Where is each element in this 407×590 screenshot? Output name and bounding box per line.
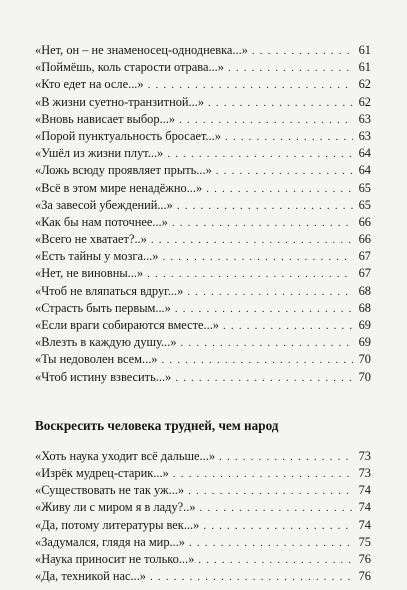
toc-entry-page-number: 66	[358, 214, 371, 229]
toc-entry-title: «Задумался, глядя на мир...»	[35, 534, 185, 549]
dot-leader	[179, 112, 353, 129]
dot-leader	[150, 569, 353, 586]
dot-leader	[216, 163, 353, 180]
toc-entry	[35, 517, 371, 534]
toc-entry-title: «Кто едет на осле...»	[35, 77, 144, 92]
toc-entry-title: «Поймёшь, коль старости отрава...»	[35, 60, 224, 75]
toc-entry-page-number: 69	[358, 335, 371, 350]
toc-entry	[35, 111, 371, 128]
dot-leader	[167, 146, 353, 163]
toc-entry-page-number: 69	[358, 318, 371, 332]
toc-entry-page-number: 68	[358, 300, 371, 315]
toc-entry-title: «Ушёл из жизни плут...»	[35, 146, 164, 161]
toc-list-group-2	[35, 448, 371, 586]
toc-entry-title: «Хоть наука уходит всё дальше...»	[35, 448, 216, 463]
dot-leader	[225, 129, 353, 146]
toc-entry-page-number: 63	[358, 128, 371, 143]
toc-entry-title: «Если враги собираются вместе...»	[35, 318, 220, 332]
toc-entry	[35, 465, 371, 482]
dot-leader	[252, 43, 353, 60]
toc-entry-title: «Изрёк мудрец-старик...»	[35, 465, 169, 480]
dot-leader	[148, 77, 353, 94]
toc-entry-title: «Да, потому литературы век...»	[35, 517, 200, 532]
toc-entry	[35, 551, 371, 568]
toc-entry	[35, 76, 371, 93]
toc-entry	[35, 248, 371, 265]
toc-entry-page-number: 73	[358, 465, 371, 480]
dot-leader	[228, 60, 353, 77]
toc-entry	[35, 283, 371, 300]
dot-leader	[198, 552, 353, 569]
toc-entry-page-number: 74	[358, 483, 371, 498]
toc-entry-title: «Нет, он – не знаменосец-однодневка...»	[35, 43, 248, 57]
toc-entry	[35, 448, 371, 465]
dot-leader	[188, 483, 353, 500]
toc-entry-page-number: 65	[358, 197, 371, 212]
toc-entry-title: «Всё в этом мире ненадёжно...»	[35, 180, 203, 195]
toc-entry	[35, 369, 371, 386]
toc-entry-page-number: 65	[358, 180, 371, 195]
dot-leader	[206, 181, 353, 198]
toc-entry	[35, 94, 371, 111]
toc-entry	[35, 568, 371, 585]
toc-entry	[35, 42, 371, 59]
toc-entry-page-number: 73	[358, 448, 371, 463]
dot-leader	[181, 335, 353, 352]
dot-leader	[162, 352, 353, 369]
toc-entry	[35, 231, 371, 248]
toc-entry	[35, 534, 371, 551]
toc-entry-page-number: 62	[358, 77, 371, 92]
toc-entry-page-number: 67	[358, 266, 371, 281]
dot-leader	[189, 535, 353, 552]
toc-entry-title: «Всего не хватает?..»	[35, 232, 147, 247]
toc-entry-page-number: 76	[358, 551, 371, 566]
dot-leader	[177, 198, 353, 215]
toc-entry	[35, 145, 371, 162]
toc-entry	[35, 180, 371, 197]
toc-entry	[35, 128, 371, 145]
toc-entry-title: «Чтоб не вляпаться вдруг...»	[35, 283, 184, 298]
toc-entry-title: «Существовать не так уж...»	[35, 483, 185, 498]
toc-entry-title: «Ложь всюду проявляет прыть...»	[35, 163, 212, 178]
dot-leader	[175, 370, 353, 387]
toc-entry-page-number: 68	[358, 283, 371, 298]
toc-list-group-1	[35, 42, 371, 386]
dot-leader	[219, 449, 353, 466]
toc-entry-page-number: 66	[358, 232, 371, 247]
toc-entry	[35, 197, 371, 214]
toc-entry-title: «Чтоб истину взвесить...»	[35, 369, 172, 384]
toc-entry-page-number: 74	[358, 517, 371, 532]
dot-leader	[175, 301, 353, 318]
toc-entry-page-number: 62	[358, 94, 371, 109]
toc-entry	[35, 300, 371, 317]
dot-leader	[208, 95, 353, 112]
toc-entry-title: «Ты недоволен всем...»	[35, 352, 158, 367]
toc-entry-page-number: 67	[358, 249, 371, 264]
toc-entry-title: «Живу ли с миром я в ладу?..»	[35, 500, 196, 515]
dot-leader	[151, 232, 353, 249]
toc-entry-page-number: 76	[358, 569, 371, 584]
toc-entry-page-number: 64	[358, 146, 371, 161]
toc-entry-page-number: 63	[358, 111, 371, 126]
dot-leader	[203, 518, 353, 535]
dot-leader	[173, 466, 353, 483]
dot-leader	[223, 318, 353, 335]
toc-entry-title: «Вновь нависает выбор...»	[35, 111, 176, 126]
toc-entry	[35, 59, 371, 76]
dot-leader	[162, 249, 353, 266]
dot-leader	[147, 266, 353, 283]
toc-entry-title: «Есть тайны у мозга...»	[35, 249, 159, 264]
toc-entry-title: «В жизни суетно-транзитной...»	[35, 94, 205, 109]
toc-entry	[35, 334, 371, 351]
toc-entry	[35, 214, 371, 231]
toc-entry-page-number: 70	[358, 369, 371, 384]
toc-entry-title: «Да, техникой нас...»	[35, 569, 146, 584]
dot-leader	[200, 500, 353, 517]
toc-entry-title: «Наука приносит не только...»	[35, 551, 195, 566]
section-heading: Воскресить человека трудней, чем народ	[35, 417, 279, 433]
toc-entry-title: «Страсть быть первым...»	[35, 300, 171, 315]
toc-entry-title: «Как бы нам поточнее...»	[35, 214, 168, 229]
toc-entry	[35, 351, 371, 368]
dot-leader	[172, 215, 353, 232]
toc-entry-page-number: 61	[358, 43, 371, 57]
toc-entry-page-number: 61	[358, 60, 371, 75]
toc-entry	[35, 265, 371, 282]
toc-entry-title: «За завесой убеждений...»	[35, 197, 173, 212]
dot-leader	[187, 284, 353, 301]
toc-entry-page-number: 70	[358, 352, 371, 367]
toc-entry-page-number: 74	[358, 500, 371, 515]
toc-entry-page-number: 75	[358, 534, 371, 549]
toc-entry-title: «Влезть в каждую душу...»	[35, 335, 177, 350]
toc-entry-title: «Нет, не виновны...»	[35, 266, 144, 281]
toc-entry	[35, 482, 371, 499]
toc-entry	[35, 499, 371, 516]
toc-entry	[35, 162, 371, 179]
toc-entry	[35, 317, 371, 334]
toc-entry-page-number: 64	[358, 163, 371, 178]
toc-entry-title: «Порой пунктуальность бросает...»	[35, 128, 221, 143]
